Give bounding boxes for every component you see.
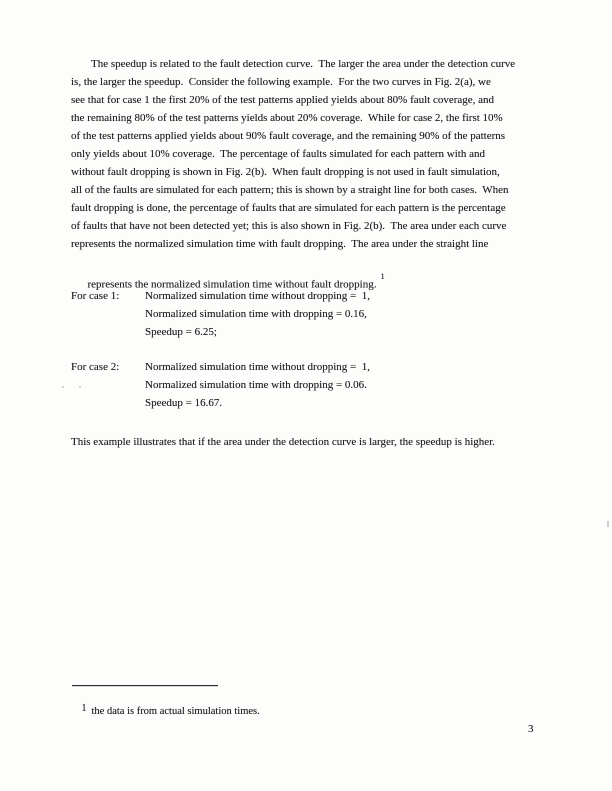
case-2-line: Normalized simulation time with dropping = 0.06. (145, 379, 367, 391)
paragraph-line: represents the normalized simulation time with fault dropping. The area under the straight line (71, 238, 489, 250)
page-number: 3 (528, 723, 534, 735)
footnote-reference: 1 (380, 271, 385, 281)
case-2-line: Normalized simulation time without dropping = 1, (145, 361, 370, 373)
case-2-label: For case 2: (71, 361, 120, 373)
paragraph-line: see that for case 1 the first 20% of the test patterns applied yields about 80% fault coverage, and (71, 94, 495, 106)
case-1-label: For case 1: (71, 290, 120, 302)
paragraph-line: all of the faults are simulated for each pattern; this is shown by a straight line for both cases. When (71, 184, 509, 196)
paragraph-line: without fault dropping is shown in Fig. 2(b). When fault dropping is not used in fault simulation, (71, 166, 500, 178)
paragraph-line: the remaining 80% of the test patterns yields about 20% coverage. While for case 2, the first 10% (71, 112, 503, 124)
case-1-block (71, 287, 561, 341)
paragraph-line: of faults that have not been detected yet; this is also shown in Fig. 2(b). The area under each curve (71, 220, 507, 232)
case-1-line: Speedup = 6.25; (145, 326, 217, 338)
scan-artifact-mark (607, 521, 609, 527)
paragraph-line: of the test patterns applied yields about 90% fault coverage, and the remaining 90% of the patterns (71, 130, 506, 142)
paragraph-line: only yields about 10% coverage. The percentage of faults simulated for each pattern with and (71, 148, 485, 160)
footnote-text: the data is from actual simulation times. (91, 706, 260, 717)
scan-artifact-dot (79, 386, 81, 388)
case-1-line: Normalized simulation time with dropping = 0.16, (145, 308, 367, 320)
footnote (71, 691, 260, 733)
paragraph-line: is, the larger the speedup. Consider the following example. For the two curves in Fig. 2(a), we (71, 76, 491, 88)
closing-sentence: This example illustrates that if the area under the detection curve is larger, the speedup is higher. (71, 436, 495, 448)
paragraph-line: fault dropping is done, the percentage of faults that are simulated for each pattern is the percentage (71, 202, 506, 214)
case-1-line: Normalized simulation time without dropping = 1, (145, 290, 370, 302)
paragraph-line: The speedup is related to the fault detection curve. The larger the area under the detection curve (91, 58, 516, 70)
footnote-separator-rule (72, 685, 218, 686)
paragraph-line-text: represents the normalized simulation time without fault dropping. (87, 278, 377, 291)
body-paragraph (71, 55, 561, 312)
case-2-line: Speedup = 16.67. (145, 397, 223, 409)
footnote-marker: 1 (81, 703, 87, 714)
scan-artifact-dot (62, 386, 64, 388)
case-2-block (71, 358, 561, 412)
